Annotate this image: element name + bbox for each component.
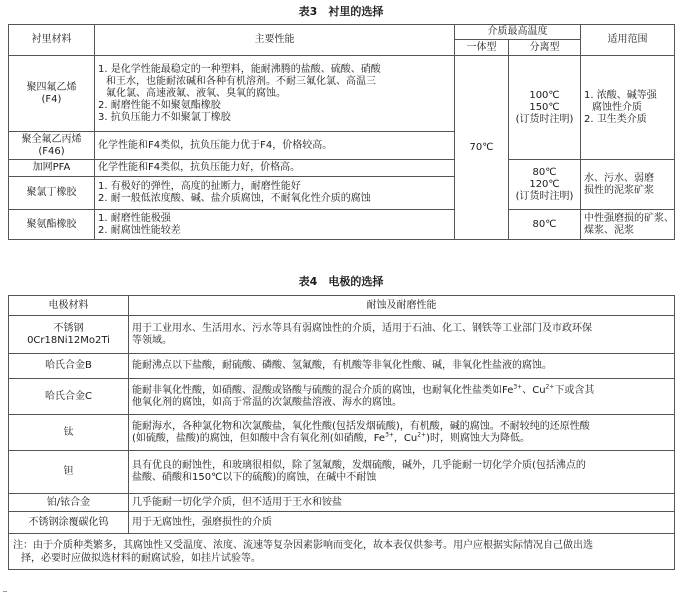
text-segment: )时，则腐蚀大为降低。	[426, 432, 531, 444]
electrode-name: 钽	[63, 466, 74, 477]
electrode-cell	[9, 354, 129, 379]
electrode-name: 哈氏合金C	[45, 390, 92, 402]
header-separate: 分离型	[509, 40, 581, 56]
property-line: 氟化氯、高速液氟、液氧、臭氧的腐蚀。	[106, 87, 286, 99]
property-line: 3. 抗负压能力不如聚氯丁橡胶	[98, 111, 231, 123]
electrode-cell	[9, 415, 129, 451]
table3	[8, 24, 675, 240]
table-row	[9, 451, 675, 494]
scope-cell	[581, 160, 675, 210]
footnote-line: 注：由于介质种类繁多，其腐蚀性又受温度、浓度、流速等复杂因素影响而变化，故本表仅供参考。用户应根据实际情况自己做出选	[13, 539, 593, 551]
header-electrode: 电极材料	[9, 296, 129, 316]
table4-title: 表4 电极的选择	[298, 275, 384, 288]
header-material: 衬里材料	[9, 25, 95, 56]
resistance-line: 能耐海水，各种氯化物和次氯酸盐，氧化性酸(包括发烟硫酸)，有机酸，碱的腐蚀。不耐较纯的还原性酸	[132, 420, 590, 432]
material-name: 加网PFA	[32, 162, 71, 173]
resistance-line	[132, 433, 671, 445]
header-properties: 主要性能	[95, 25, 455, 56]
text-segment: 下或含其	[554, 384, 595, 396]
resistance-line: 等领域。	[132, 334, 172, 346]
electrode-cell	[9, 494, 129, 512]
scope-line: 1. 浓酸、碱等强	[584, 89, 657, 101]
scope-line: 损性的泥浆矿浆	[584, 184, 654, 196]
property-line: 和王水，也能耐浓碱和各种有机溶剂。不耐三氟化氯、高温三	[106, 75, 376, 87]
resistance-line: 盐酸、硝酸和150℃以下的硫酸)的腐蚀，在碱中不耐蚀	[132, 472, 377, 483]
footnote-line: 择，必要时应做拟选材料的耐腐试验，如挂片试验等。	[21, 552, 261, 564]
page-edge-mark	[3, 591, 7, 592]
electrode-name: 不锈钢涂覆碳化钨	[28, 516, 109, 528]
resistance-cell	[129, 415, 675, 451]
footnote	[9, 534, 675, 570]
ion-charge: 3+	[385, 431, 394, 439]
temp-note: (订货时注明)	[515, 190, 574, 202]
text-segment: 、Cu	[522, 384, 546, 396]
scope-line: 2. 卫生类介质	[584, 113, 647, 125]
separate-temp-cell	[509, 56, 581, 160]
property-line: 化学性能和F4类似，抗负压能力优于F4，价格较高。	[98, 139, 333, 151]
property-line: 1. 有极好的弹性，高度的扯断力，耐磨性能好	[98, 181, 301, 192]
material-name: 聚四氟乙烯	[26, 81, 77, 93]
note-row	[9, 534, 675, 570]
header-integral: 一体型	[455, 40, 509, 56]
scope-line: 中性强磨损的矿浆、	[584, 212, 674, 224]
electrode-name: 哈氏合金B	[45, 360, 92, 371]
electrode-cell	[9, 379, 129, 415]
resistance-line: 用于工业用水、生活用水、污水等具有弱腐蚀性的介质，适用于石油、化工、钢铁等工业部门及市政环保	[132, 322, 592, 334]
temp-value: 80℃	[532, 166, 557, 178]
properties-cell	[95, 56, 455, 132]
separate-temp-cell	[509, 210, 581, 240]
scope-line: 腐蚀性介质	[592, 101, 642, 113]
material-cell	[9, 132, 95, 160]
ion-charge: 2+	[545, 383, 555, 391]
resistance-line: 具有优良的耐蚀性，和玻璃很相似，除了氢氟酸，发烟硫酸，碱外，几乎能耐一切化学介质(包括沸点的	[132, 460, 586, 471]
ion-charge: 3+	[513, 383, 523, 391]
material-name: 聚氨酯橡胶	[26, 218, 77, 230]
table-row	[9, 56, 675, 132]
table-row	[9, 316, 675, 354]
electrode-name: 钛	[63, 426, 74, 438]
table-row	[9, 415, 675, 451]
properties-cell	[95, 210, 455, 240]
table-row	[9, 210, 675, 240]
table3-title: 表3 衬里的选择	[298, 5, 384, 18]
material-name: 聚全氟乙丙烯	[21, 133, 82, 145]
temp-value: 80℃	[532, 218, 557, 230]
separate-temp-cell	[509, 160, 581, 210]
resistance-cell	[129, 451, 675, 494]
header-max-temp: 介质最高温度	[455, 25, 581, 40]
properties-cell	[95, 160, 455, 177]
resistance-cell	[129, 316, 675, 354]
temp-value: 100℃	[529, 89, 560, 101]
table4	[8, 295, 675, 570]
electrode-cell	[9, 512, 129, 534]
temp-note: (订货时注明)	[515, 113, 574, 125]
material-code: (F46)	[38, 145, 65, 157]
scope-line: 煤浆、泥浆	[584, 224, 634, 236]
properties-cell	[95, 177, 455, 210]
material-cell	[9, 210, 95, 240]
resistance-line: 用于无腐蚀性，强磨损性的介质	[132, 516, 272, 528]
scope-cell	[581, 56, 675, 160]
property-line: 1. 耐磨性能极强	[98, 212, 171, 224]
resistance-cell	[129, 512, 675, 534]
resistance-cell	[129, 379, 675, 415]
electrode-cell	[9, 451, 129, 494]
scope-cell	[581, 210, 675, 240]
ion-charge: 2+	[417, 431, 427, 439]
table-row	[9, 379, 675, 415]
property-line: 1. 是化学性能最稳定的一种塑料，能耐沸腾的盐酸、硫酸、硝酸	[98, 63, 381, 75]
resistance-cell	[129, 354, 675, 379]
text-segment: 能耐非氧化性酸，如硝酸、混酸或铬酸与硫酸的混合介质的腐蚀，也耐氧化性盐类如Fe	[132, 384, 514, 396]
table-row	[9, 354, 675, 379]
material-cell	[9, 160, 95, 177]
scope-line: 水、污水、弱磨	[584, 172, 654, 184]
table-row	[9, 160, 675, 177]
resistance-line: 几乎能耐一切化学介质，但不适用于王水和铵盐	[132, 496, 342, 508]
material-cell	[9, 177, 95, 210]
property-line: 2. 耐一般低浓度酸、碱、盐介质腐蚀，不耐氧化性介质的腐蚀	[98, 193, 371, 204]
material-cell	[9, 56, 95, 132]
text-segment: ，Cu	[393, 432, 418, 444]
electrode-grade: 0Cr18Ni12Mo2Ti	[27, 334, 110, 346]
temp-value: 150℃	[529, 101, 560, 113]
electrode-name: 铂/铱合金	[46, 496, 91, 508]
resistance-cell	[129, 494, 675, 512]
property-line: 2. 耐磨性能不如聚氨酯橡胶	[98, 99, 221, 111]
resistance-line: 能耐沸点以下盐酸，耐硫酸、磷酸、氢氟酸，有机酸等非氧化性酸、碱，非氧化性盐液的腐蚀。	[132, 360, 552, 371]
table-row	[9, 494, 675, 512]
header-scope: 适用范围	[581, 25, 675, 56]
electrode-name: 不锈钢	[53, 322, 84, 334]
table-row	[9, 512, 675, 534]
material-code: (F4)	[41, 93, 62, 105]
text-segment: (如硫酸，盐酸)的腐蚀，但如酸中含有氧化剂(如硝酸，Fe	[132, 432, 386, 444]
electrode-cell	[9, 316, 129, 354]
property-line: 2. 耐腐蚀性能较差	[98, 224, 181, 236]
resistance-line	[132, 385, 671, 397]
properties-cell	[95, 132, 455, 160]
property-line: 化学性能和F4类似，抗负压能力好，价格高。	[98, 162, 301, 173]
resistance-line: 他氧化剂的腐蚀，如高于常温的次氯酸盐溶液、海水的腐蚀。	[132, 396, 402, 408]
material-name: 聚氯丁橡胶	[26, 187, 77, 198]
temp-value: 120℃	[529, 178, 560, 190]
integral-temp-cell: 70℃	[455, 56, 509, 240]
header-resistance: 耐蚀及耐磨性能	[129, 296, 675, 316]
